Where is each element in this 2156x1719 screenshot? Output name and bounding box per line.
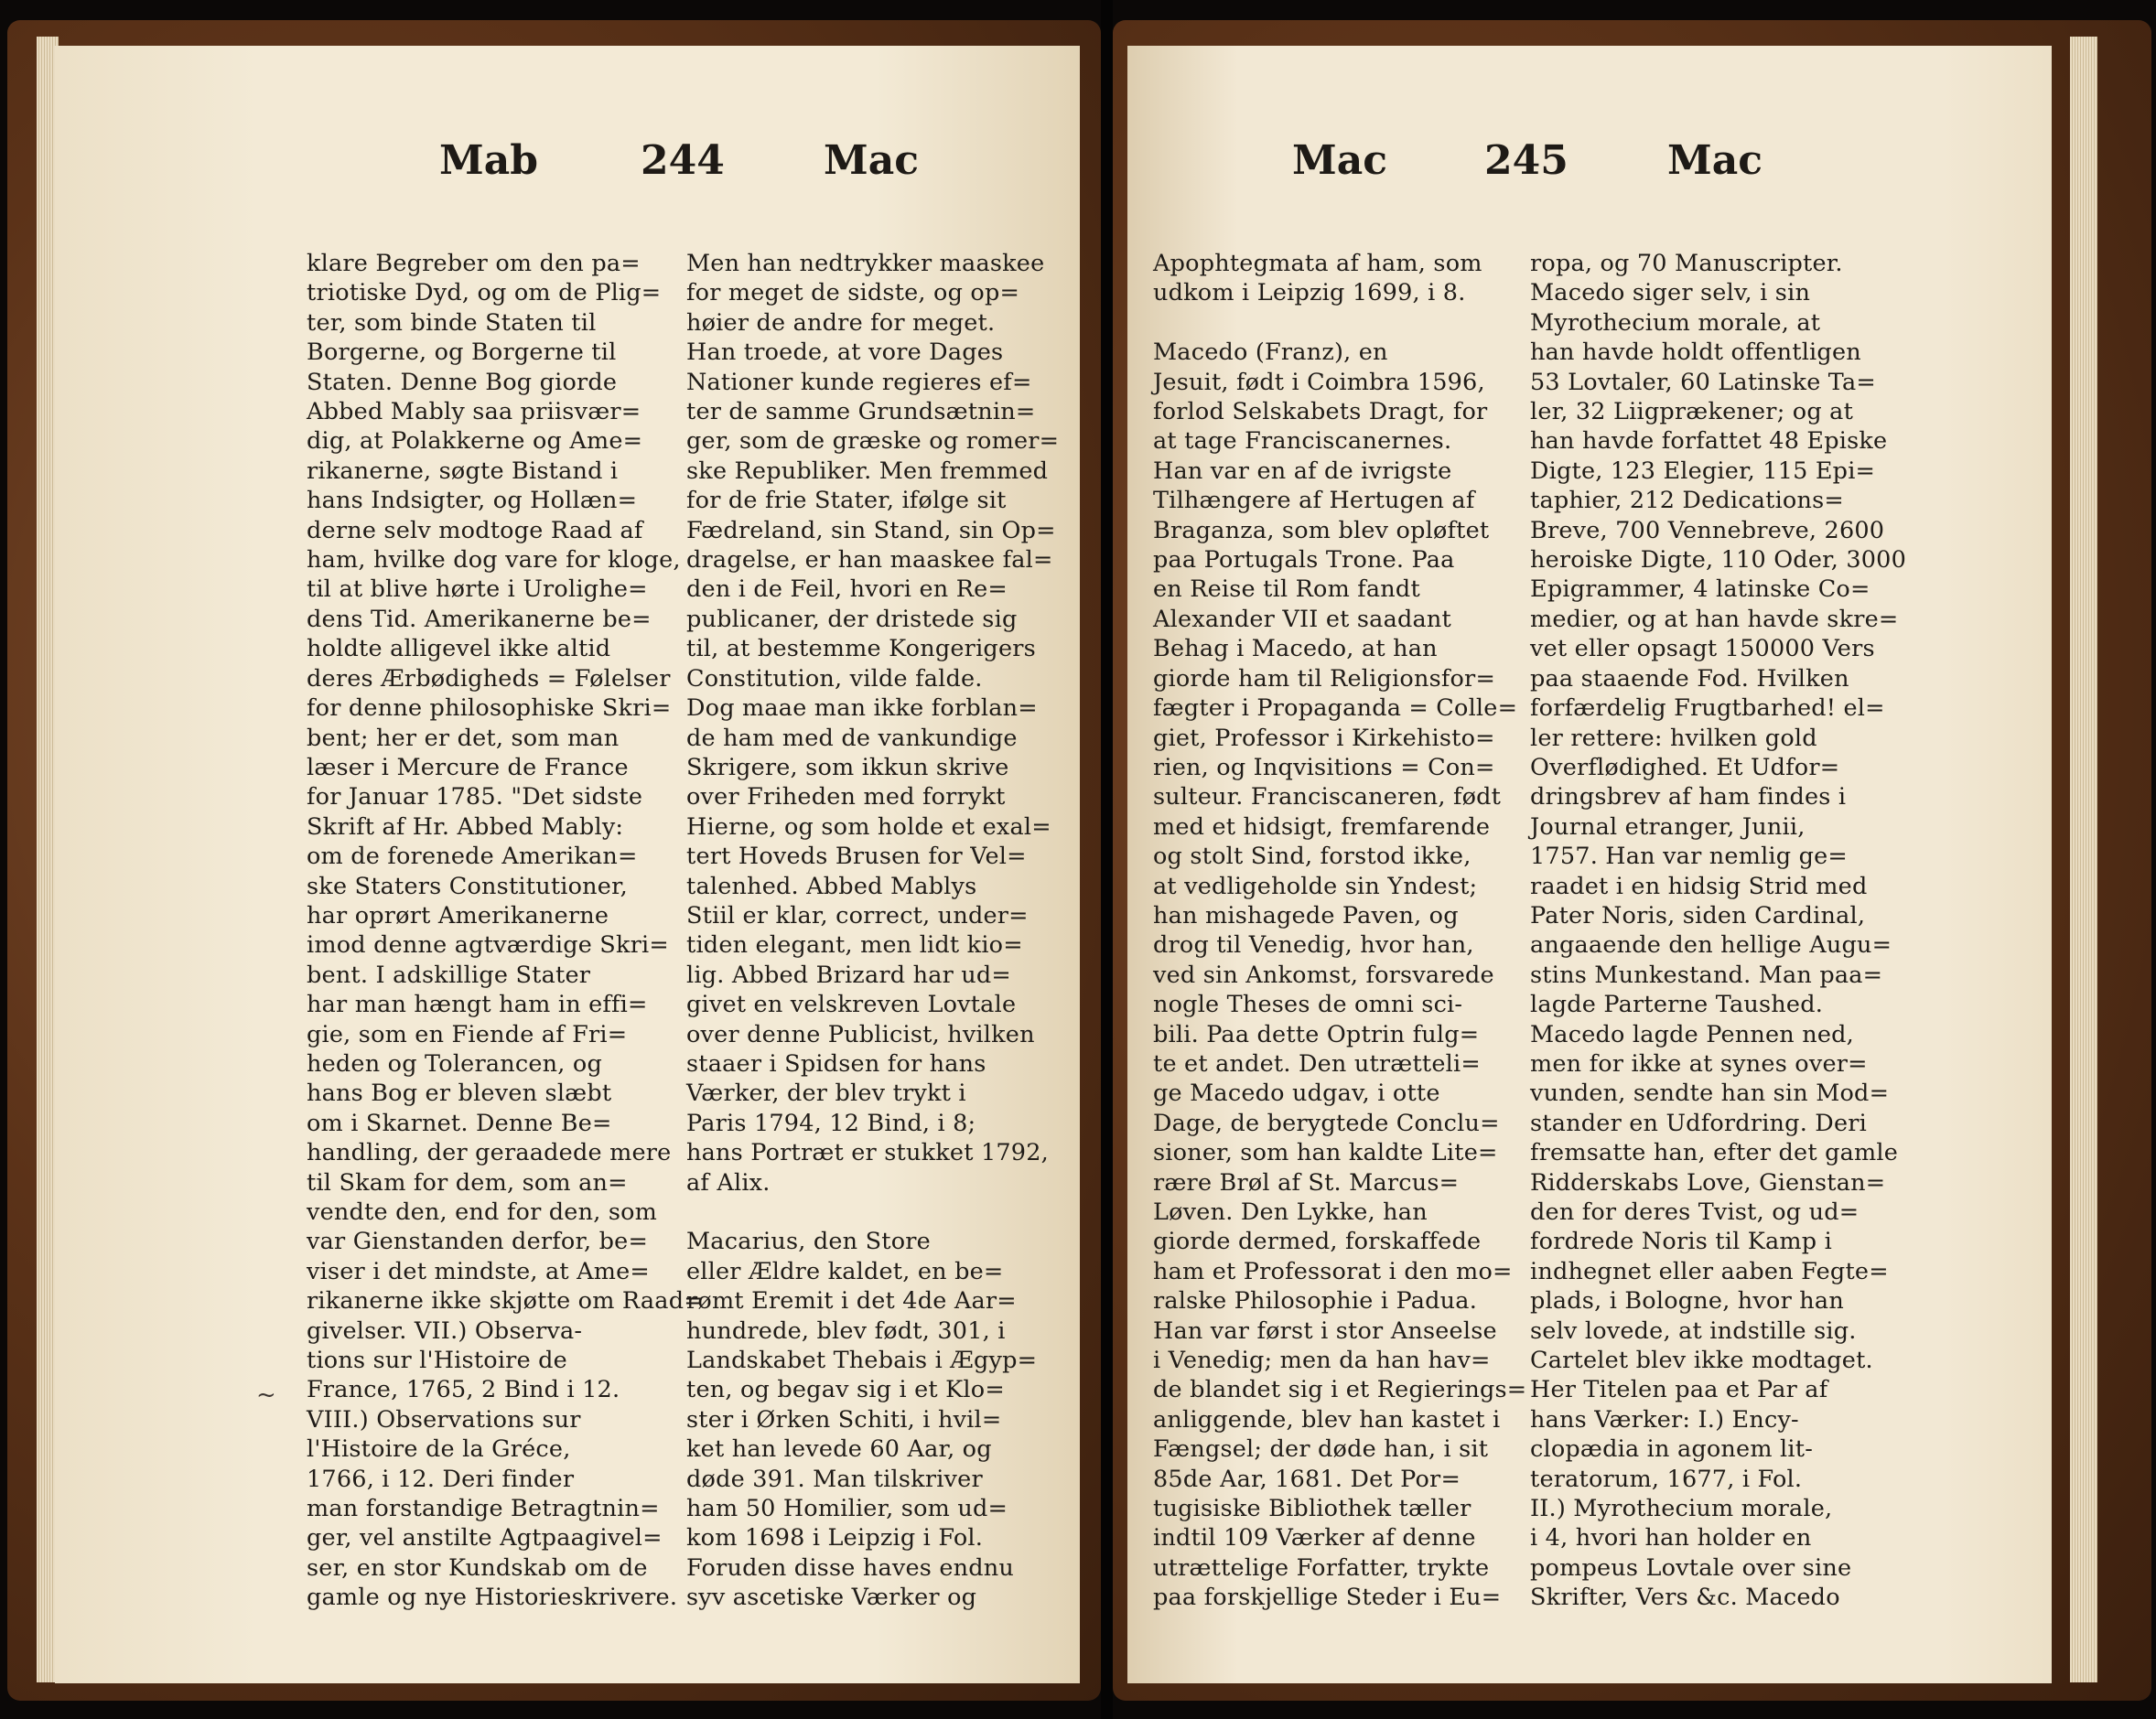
text-line: talenhed. Abbed Mablys <box>686 872 977 900</box>
text-line: forfærdelig Frugtbarhed! el= <box>1530 694 1885 723</box>
text-line: Nationer kunde regieres ef= <box>686 368 1032 396</box>
page-245 <box>1127 46 2052 1683</box>
text-line: rikanerne, søgte Bistand i <box>307 457 619 485</box>
text-line: gie, som en Fiende af Fri= <box>307 1020 628 1048</box>
text-line: fremsatte han, efter det gamle <box>1530 1139 1899 1167</box>
text-line: Han var først i stor Anseelse <box>1153 1316 1497 1345</box>
text-column-left-1 <box>307 249 709 1613</box>
text-line: Abbed Mably saa priisvær= <box>307 398 641 426</box>
text-line: holdte alligevel ikke altid <box>307 635 611 663</box>
text-line: staaer i Spidsen for hans <box>686 1049 986 1078</box>
text-line: ten, og begav sig i et Klo= <box>686 1376 1005 1404</box>
text-line: drog til Venedig, hvor han, <box>1153 931 1474 960</box>
text-line: ske Staters Constitutioner, <box>307 872 628 900</box>
text-line: man forstandige Betragtnin= <box>307 1495 660 1523</box>
text-line: teratorum, 1677, i Fol. <box>1530 1465 1803 1493</box>
running-header-right <box>1127 137 2052 220</box>
text-line: Breve, 700 Vennebreve, 2600 <box>1530 516 1885 544</box>
text-line: Jesuit, født i Coimbra 1596, <box>1153 368 1485 396</box>
text-line: til at blive hørte i Urolighe= <box>307 575 648 604</box>
text-line: klare Begreber om den pa= <box>307 250 641 277</box>
text-line: at vedligeholde sin Yndest; <box>1153 872 1478 900</box>
text-line: Værker, der blev trykt i <box>686 1080 966 1108</box>
text-line: raadet i en hidsig Strid med <box>1530 872 1868 900</box>
text-line: var Gienstanden derfor, be= <box>307 1228 649 1256</box>
text-line: hans Værker: I.) Ency- <box>1530 1405 1799 1434</box>
text-line: bent. I adskillige Stater <box>307 961 591 989</box>
text-line: Stiil er klar, correct, under= <box>686 901 1029 929</box>
text-line: lig. Abbed Brizard har ud= <box>686 961 1012 989</box>
text-line: derne selv modtoge Raad af <box>307 516 643 544</box>
text-line: Behag i Macedo, at han <box>1153 635 1438 663</box>
text-line: hans Bog er bleven slæbt <box>307 1080 612 1108</box>
text-line: de blandet sig i et Regierings= <box>1153 1376 1527 1404</box>
text-line: og stolt Sind, forstod ikke, <box>1153 843 1471 871</box>
text-line: heden og Tolerancen, og <box>307 1049 602 1078</box>
text-line: gamle og nye Historieskrivere. <box>307 1584 678 1612</box>
text-line: te et andet. Den utrætteli= <box>1153 1049 1481 1078</box>
text-line: tions sur l'Histoire de <box>307 1347 567 1375</box>
text-line: syv ascetiske Værker og <box>686 1584 977 1612</box>
text-line: eller Ældre kaldet, en be= <box>686 1257 1004 1285</box>
text-line: hans Portræt er stukket 1792, <box>686 1139 1049 1167</box>
text-line: over Friheden med forrykt <box>686 783 1006 811</box>
text-line: til, at bestemme Kongerigers <box>686 635 1036 663</box>
text-line: dragelse, er han maaskee fal= <box>686 546 1053 575</box>
text-line: imod denne agtværdige Skri= <box>307 931 669 960</box>
text-line: Her Titelen paa et Par af <box>1530 1376 1828 1404</box>
spread-divider <box>1101 0 1113 1719</box>
text-column-right-2 <box>1530 249 1960 1613</box>
text-line: II.) Myrothecium morale, <box>1530 1495 1833 1523</box>
text-line: fægter i Propaganda = Colle= <box>1153 694 1518 723</box>
text-line: ler rettere: hvilken gold <box>1530 724 1817 752</box>
text-line: Apophtegmata af ham, som <box>1153 250 1482 277</box>
text-line: l'Histoire de la Gréce, <box>307 1435 571 1464</box>
text-line: han havde holdt offentligen <box>1530 338 1861 367</box>
text-line: Skrifter, Vers &c. Macedo <box>1530 1584 1840 1612</box>
text-line: giet, Professor i Kirkehisto= <box>1153 724 1495 752</box>
text-line: ham, hvilke dog vare for kloge, <box>307 546 681 575</box>
text-line: til Skam for dem, som an= <box>307 1168 628 1197</box>
text-line: Skrift af Hr. Abbed Mably: <box>307 812 624 841</box>
text-line: Skrigere, som ikkun skrive <box>686 753 1009 781</box>
text-line: givet en velskreven Lovtale <box>686 991 1017 1019</box>
text-line: 53 Lovtaler, 60 Latinske Ta= <box>1530 368 1876 396</box>
text-line: Borgerne, og Borgerne til <box>307 338 617 367</box>
text-line: sioner, som han kaldte Lite= <box>1153 1139 1498 1167</box>
text-line: for denne philosophiske Skri= <box>307 694 672 723</box>
text-line: 1757. Han var nemlig ge= <box>1530 843 1848 871</box>
text-line: France, 1765, 2 Bind i 12. <box>307 1376 620 1404</box>
text-line: viser i det mindste, at Ame= <box>307 1257 650 1285</box>
text-line: kom 1698 i Leipzig i Fol. <box>686 1524 984 1552</box>
text-line: Macedo (Franz), en <box>1153 338 1388 367</box>
text-line: for de frie Stater, ifølge sit <box>686 487 1007 515</box>
text-line: læser i Mercure de France <box>307 753 629 781</box>
text-line: har man hængt ham in effi= <box>307 991 648 1019</box>
text-line: handling, der geraadede mere <box>307 1139 672 1167</box>
text-line: den for deres Tvist, og ud= <box>1530 1198 1860 1226</box>
text-line: Alexander VII et saadant <box>1153 605 1451 633</box>
text-line: medier, og at han havde skre= <box>1530 605 1899 633</box>
text-line: paa Portugals Trone. Paa <box>1153 546 1455 575</box>
text-line: døde 391. Man tilskriver <box>686 1465 983 1493</box>
text-line: Foruden disse haves endnu <box>686 1553 1015 1582</box>
header-right-word: Mac <box>1667 137 1763 184</box>
text-line: rømt Eremit i det 4de Aar= <box>686 1287 1017 1316</box>
text-line: clopædia in agonem lit- <box>1530 1435 1814 1464</box>
text-line: paa forskjellige Steder i Eu= <box>1153 1584 1502 1612</box>
text-line: giorde ham til Religionsfor= <box>1153 664 1496 693</box>
text-line: triotiske Dyd, og om de Plig= <box>307 279 662 307</box>
text-line: bili. Paa dette Optrin fulg= <box>1153 1020 1480 1048</box>
text-line: giorde dermed, forskaffede <box>1153 1228 1482 1256</box>
text-line: med et hidsigt, fremfarende <box>1153 812 1491 841</box>
text-line: Han var en af de ivrigste <box>1153 457 1452 485</box>
text-line: tugisiske Bibliothek tæller <box>1153 1495 1471 1523</box>
text-line <box>1153 308 1565 338</box>
text-line: ske Republiker. Men fremmed <box>686 457 1049 485</box>
text-line: Braganza, som blev opløftet <box>1153 516 1490 544</box>
text-line: utrættelige Forfatter, trykte <box>1153 1553 1490 1582</box>
text-line: Digte, 123 Elegier, 115 Epi= <box>1530 457 1876 485</box>
text-line: Ridderskabs Love, Gienstan= <box>1530 1168 1886 1197</box>
text-line: den i de Feil, hvori en Re= <box>686 575 1008 604</box>
text-line: dig, at Polakkerne og Ame= <box>307 427 643 456</box>
text-line: tiden elegant, men lidt kio= <box>686 931 1023 960</box>
text-line: Men han nedtrykker maaskee <box>686 250 1045 277</box>
text-line: han havde forfattet 48 Episke <box>1530 427 1888 456</box>
text-line: Landskabet Thebais i Ægyp= <box>686 1347 1038 1375</box>
text-line: ket han levede 60 Aar, og <box>686 1435 992 1464</box>
text-line <box>686 1198 1080 1227</box>
text-line: hundrede, blev født, 301, i <box>686 1316 1006 1345</box>
text-line: hans Indsigter, og Hollæn= <box>307 487 638 515</box>
text-line: Constitution, vilde falde. <box>686 664 983 693</box>
text-line: nogle Theses de omni sci- <box>1153 991 1463 1019</box>
header-left-word: Mac <box>1292 137 1388 184</box>
text-line: deres Ærbødigheds = Følelser <box>307 664 671 693</box>
text-line: Overflødighed. Et Udfor= <box>1530 753 1840 781</box>
text-line: paa staaende Fod. Hvilken <box>1530 664 1849 693</box>
text-line: vunden, sendte han sin Mod= <box>1530 1080 1890 1108</box>
text-line: over denne Publicist, hvilken <box>686 1020 1035 1048</box>
text-line: ved sin Ankomst, forsvarede <box>1153 961 1494 989</box>
text-line: Dog maae man ikke forblan= <box>686 694 1038 723</box>
text-line: lagde Parterne Taushed. <box>1530 991 1824 1019</box>
running-header-left <box>55 137 1080 220</box>
text-line: ster i Ørken Schiti, i hvil= <box>686 1405 1002 1434</box>
text-line: anliggende, blev han kastet i <box>1153 1405 1501 1434</box>
text-line: Hierne, og som holde et exal= <box>686 812 1051 841</box>
text-line: indtil 109 Værker af denne <box>1153 1524 1476 1552</box>
text-line: Tilhængere af Hertugen af <box>1153 487 1475 515</box>
text-column-left-2 <box>686 249 1080 1613</box>
text-line: vet eller opsagt 150000 Vers <box>1530 635 1875 663</box>
text-line: at tage Franciscanernes. <box>1153 427 1452 456</box>
text-line: ropa, og 70 Manuscripter. <box>1530 250 1843 277</box>
text-line: rien, og Inqvisitions = Con= <box>1153 753 1495 781</box>
header-right-word: Mac <box>824 137 920 184</box>
text-line: 85de Aar, 1681. Det Por= <box>1153 1465 1461 1493</box>
text-line: ger, vel anstilte Agtpaagivel= <box>307 1524 663 1552</box>
text-line: angaaende den hellige Augu= <box>1530 931 1892 960</box>
text-line: ham et Professorat i den mo= <box>1153 1257 1513 1285</box>
text-line: for meget de sidste, og op= <box>686 279 1020 307</box>
text-line: om i Skarnet. Denne Be= <box>307 1109 612 1137</box>
page-number: 244 <box>641 137 725 184</box>
text-line: ge Macedo udgav, i otte <box>1153 1080 1440 1108</box>
text-line: rikanerne ikke skjøtte om Raad= <box>307 1287 704 1316</box>
header-left-word: Mab <box>439 137 538 184</box>
text-line: Paris 1794, 12 Bind, i 8; <box>686 1109 976 1137</box>
text-line: ger, som de græske og romer= <box>686 427 1060 456</box>
text-line: dens Tid. Amerikanerne be= <box>307 605 652 633</box>
text-line: ler, 32 Liigprækener; og at <box>1530 398 1854 426</box>
text-line: Pater Noris, siden Cardinal, <box>1530 901 1866 929</box>
text-line: selv lovede, at indstille sig. <box>1530 1316 1857 1345</box>
text-line: Han troede, at vore Dages <box>686 338 1004 367</box>
text-line: Macedo lagde Pennen ned, <box>1530 1020 1854 1048</box>
text-line: indhegnet eller aaben Fegte= <box>1530 1257 1889 1285</box>
text-line: taphier, 212 Dedications= <box>1530 487 1844 515</box>
text-line: sulteur. Franciscaneren, født <box>1153 783 1502 811</box>
text-line: Macedo siger selv, i sin <box>1530 279 1811 307</box>
page-edges-right <box>2070 37 2097 1682</box>
text-line: pompeus Lovtale over sine <box>1530 1553 1852 1582</box>
text-line: af Alix. <box>686 1168 771 1197</box>
text-line: Dage, de berygtede Conclu= <box>1153 1109 1500 1137</box>
text-line: heroiske Digte, 110 Oder, 3000 <box>1530 546 1907 575</box>
text-line: fordrede Noris til Kamp i <box>1530 1228 1832 1256</box>
text-line: stander en Udfordring. Deri <box>1530 1109 1867 1137</box>
text-column-right-1 <box>1153 249 1565 1613</box>
page-number: 245 <box>1484 137 1568 184</box>
margin-mark: ~ <box>256 1381 276 1409</box>
text-line: givelser. VII.) Observa- <box>307 1316 583 1345</box>
text-line: om de forenede Amerikan= <box>307 843 638 871</box>
text-line: 1766, i 12. Deri finder <box>307 1465 575 1493</box>
text-line: ralske Philosophie i Padua. <box>1153 1287 1477 1316</box>
text-line: ter, som binde Staten til <box>307 308 597 337</box>
text-line: Cartelet blev ikke modtaget. <box>1530 1347 1873 1375</box>
text-line: plads, i Bologne, hvor han <box>1530 1287 1844 1316</box>
text-line: i 4, hvori han holder en <box>1530 1524 1812 1552</box>
text-line: ham 50 Homilier, som ud= <box>686 1495 1008 1523</box>
text-line: høier de andre for meget. <box>686 308 996 337</box>
text-line: de ham med de vankundige <box>686 724 1018 752</box>
page-244 <box>55 46 1080 1683</box>
text-line: Journal etranger, Junii, <box>1530 812 1806 841</box>
text-line: tert Hoveds Brusen for Vel= <box>686 843 1027 871</box>
text-line: en Reise til Rom fandt <box>1153 575 1420 604</box>
text-line: men for ikke at synes over= <box>1530 1049 1868 1078</box>
text-line: Staten. Denne Bog giorde <box>307 368 618 396</box>
text-line: Fængsel; der døde han, i sit <box>1153 1435 1489 1464</box>
text-line: Fædreland, sin Stand, sin Op= <box>686 516 1056 544</box>
text-line: bent; her er det, som man <box>307 724 620 752</box>
text-line: for Januar 1785. "Det sidste <box>307 783 643 811</box>
text-line: forlod Selskabets Dragt, for <box>1153 398 1488 426</box>
text-line: ter de samme Grundsætnin= <box>686 398 1036 426</box>
text-line: han mishagede Paven, og <box>1153 901 1459 929</box>
text-line: har oprørt Amerikanerne <box>307 901 609 929</box>
text-line: i Venedig; men da han hav= <box>1153 1347 1491 1375</box>
text-line: vendte den, end for den, som <box>307 1198 658 1226</box>
text-line: VIII.) Observations sur <box>307 1405 581 1434</box>
text-line: Epigrammer, 4 latinske Co= <box>1530 575 1870 604</box>
text-line: udkom i Leipzig 1699, i 8. <box>1153 279 1466 307</box>
text-line: stins Munkestand. Man paa= <box>1530 961 1883 989</box>
text-line: ser, en stor Kundskab om de <box>307 1553 648 1582</box>
text-line: Løven. Den Lykke, han <box>1153 1198 1428 1226</box>
text-line: dringsbrev af ham findes i <box>1530 783 1847 811</box>
text-line: Macarius, den Store <box>686 1228 931 1256</box>
text-line: Myrothecium morale, at <box>1530 308 1821 337</box>
text-line: rære Brøl af St. Marcus= <box>1153 1168 1460 1197</box>
text-line: publicaner, der dristede sig <box>686 605 1018 633</box>
